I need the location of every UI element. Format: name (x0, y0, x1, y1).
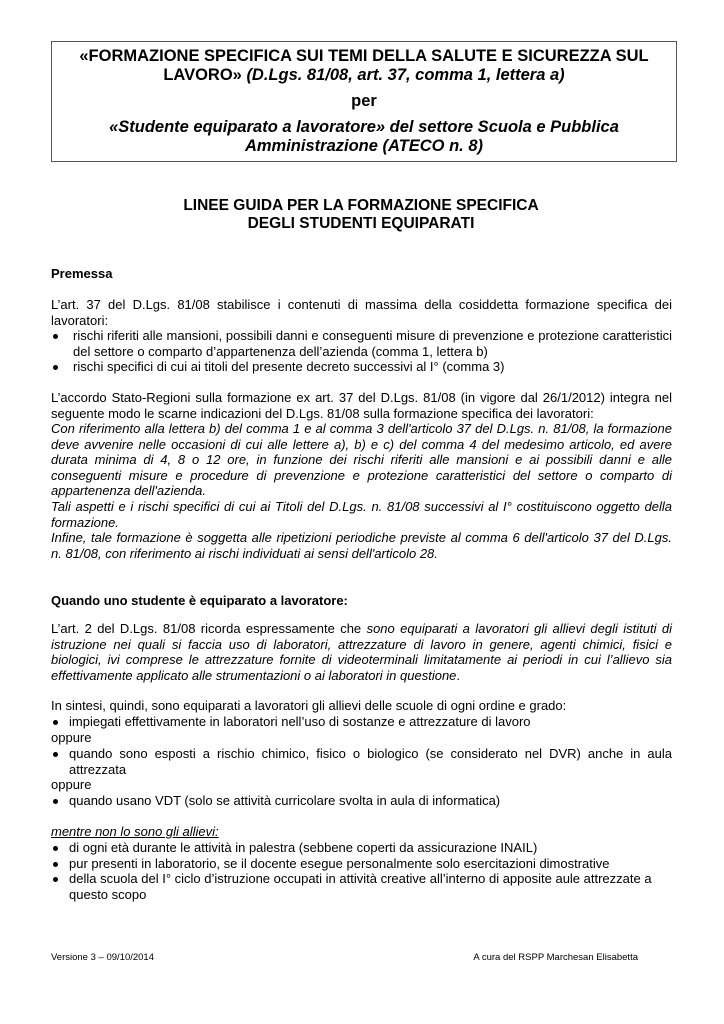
sintesi-paragraph: In sintesi, quindi, sono equiparati a lavoratori gli allievi delle scuole di ogni ordine e grado: (51, 698, 567, 713)
equiparati-item-2-list (51, 746, 672, 777)
main-heading-line-1: LINEE GUIDA PER LA FORMAZIONE SPECIFICA (183, 197, 539, 214)
title-per: per (351, 92, 377, 110)
non-equiparati-item-2: pur presenti in laboratorio, se il docente esegue personalmente solo esercitazioni dimostrative (51, 856, 672, 872)
quando-paragraph-plain: L’art. 2 del D.Lgs. 81/08 ricorda espressamente che (51, 621, 367, 636)
accordo-quote-3: Infine, tale formazione è soggetta alle ripetizioni periodiche previste al comma 6 dell'articolo 37 del D.Lgs. n. 81/08, con riferimento ai rischi individuati ai sensi dell'articolo 28. (51, 530, 672, 561)
premessa-bullet-list (51, 328, 672, 375)
title-line-4: Amministrazione (ATECO n. 8) (244, 137, 484, 155)
quando-paragraph (51, 621, 672, 683)
mentre-heading: mentre non lo sono gli allievi: (51, 824, 219, 839)
title-line-2-italic: (D.Lgs. 81/08, art. 37, comma 1, lettera a) (246, 66, 565, 84)
equiparati-item-3: quando usano VDT (solo se attività curricolare svolta in aula di informatica) (51, 793, 672, 809)
title-line-3: «Studente equiparato a lavoratore» del settore Scuola e Pubblica (109, 118, 619, 136)
accordo-paragraph: L’accordo Stato-Regioni sulla formazione ex art. 37 del D.Lgs. 81/08 (in vigore dal 26/1/2012) integra nel seguente modo le scarne indicazioni del D.Lgs. 81/08 sulla formazione specifica dei lavoratori: (51, 390, 672, 421)
main-heading-line-2: DEGLI STUDENTI EQUIPARATI (247, 215, 475, 232)
quando-title: Quando uno studente è equiparato a lavoratore: (51, 593, 348, 608)
non-equiparati-list (51, 840, 672, 902)
oppure-2: oppure (51, 777, 92, 792)
main-heading (51, 197, 671, 233)
title-line-2 (52, 66, 676, 85)
title-line-2-plain: LAVORO» (163, 66, 247, 84)
equiparati-item-3-list (51, 793, 672, 809)
accordo-quote-1: Con riferimento alla lettera b) del comma 1 e al comma 3 dell'articolo 37 del D.Lgs. n. 81/08, la formazione deve avvenire nelle occasioni di cui alle lettere a), b) e c) del comma 4 del medesimo articolo, ed avere durata minima di 4, 8 o 12 ore, in funzione dei rischi riferiti alle mansioni e ai possibili danni e alle conseguenti misure e procedure di prevenzione e protezione caratteristici del settore o comparto di appartenenza dell'azienda. (51, 421, 672, 499)
premessa-title: Premessa (51, 266, 113, 281)
quando-paragraph-end: . (456, 667, 461, 683)
premessa-intro: L’art. 37 del D.Lgs. 81/08 stabilisce i contenuti di massima della cosiddetta formazione specifica dei lavoratori: (51, 297, 672, 328)
non-equiparati-item-3: della scuola del I° ciclo d’istruzione occupati in attività creative all’interno di apposite aule attrezzate a questo scopo (51, 871, 672, 902)
title-box (51, 41, 677, 162)
quando-paragraph-italic: sono equiparati a lavoratori gli allievi degli istituti di istruzione nei quali si faccia uso di laboratori, attrezzature di lavoro in genere, agenti chimici, fisici e biologici, ivi comprese le attrezzature fornite di videoterminali limitatamente ai periodi in cui l’allievo sia effettivamente applicato alle strumentazioni o ai laboratori in questione (51, 621, 672, 683)
non-equiparati-item-1: di ogni età durante le attività in palestra (sebbene coperti da assicurazione INAIL) (51, 840, 672, 856)
oppure-1: oppure (51, 730, 92, 745)
footer-version: Versione 3 – 09/10/2014 (51, 952, 155, 963)
equiparati-item-1: impiegati effettivamente in laboratori nell’uso di sostanze e attrezzature di lavoro (51, 714, 672, 730)
equiparati-item-1-list (51, 714, 672, 730)
accordo-quote-2: Tali aspetti e i rischi specifici di cui ai Titoli del D.Lgs. n. 81/08 successivi al I° costituiscono oggetto della formazione. (51, 499, 672, 530)
title-line-1: «FORMAZIONE SPECIFICA SUI TEMI DELLA SALUTE E SICUREZZA SUL (79, 47, 649, 65)
footer-author: A cura del RSPP Marchesan Elisabetta (473, 952, 638, 963)
premessa-bullet-1: rischi riferiti alle mansioni, possibili danni e conseguenti misure di prevenzione e protezione caratteristici del settore o comparto d’appartenenza dell’azienda (comma 1, lettera b) (51, 328, 672, 359)
premessa-bullet-2: rischi specifici di cui ai titoli del presente decreto successivi al I° (comma 3) (51, 359, 672, 375)
equiparati-item-2: quando sono esposti a rischio chimico, fisico o biologico (se considerato nel DVR) anche in aula attrezzata (51, 746, 672, 777)
